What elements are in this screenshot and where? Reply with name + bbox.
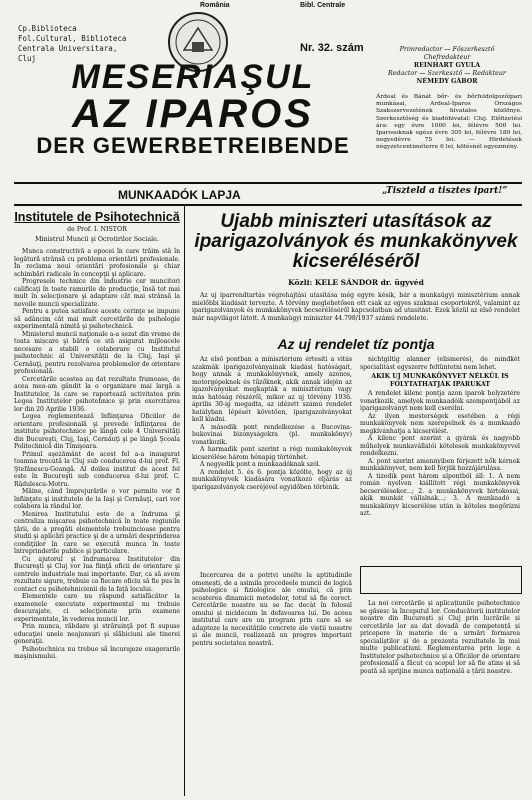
paragraph: Menirea Institutului este de a îndruma şi centraliza mişcarea psihotechnică în toate regiunile ţării, de a pregăti elementele trebuincioase pentru studii şi aplicări practice şi de a urmări desprinderea condiţiilor în care se execută munca în toate întreprinderile publice şi particulare. (14, 510, 180, 555)
paragraph: A tizedik pont három alpontból áll: 1. A nem román nyelven kiállított régi munkakönyvek becserélésekor...; 2. a munkakönyvek birtokosai, akik munkát vállalnak...; 3. A munkaadó a munkakönyv kicserélése után is köteles megőrizni azt. (360, 472, 520, 517)
main-headline: Ujabb miniszteri utasítások az iparigazolványok és munkakönyvek kicserélésérõl (194, 211, 518, 272)
masthead-rule (14, 182, 522, 184)
library-stamp: Cp.Biblioteca Fol.Cultural, Biblioteca Centrala Universitara, Cluj (18, 24, 127, 63)
section-heading: AKIK UJ MUNKAKÖNYVET NÉLKÜL IS FOLYTATHATJÁK IPARUKAT (371, 373, 509, 388)
editor-title-2: Chefredakteur (423, 54, 471, 61)
column-divider (184, 206, 185, 796)
paragraph: Az ilyen mesterségek esetében a régi munkakönyvek nem szerepelnek és a munkaadó megkívánhatja a kicserélést. (360, 412, 520, 435)
editor-name-1: REINHART GYULA (413, 62, 481, 69)
paragraph: Măine, când împrejurările o vor permite vor fi înfiinţate şi institutele de la Iaşi şi Cernăuţi, cari vor colabora la rândul lor. (14, 488, 180, 510)
paragraph: A harmadik pont szerint a régi munkakönyvek kicserélése három hónapig történhet. (192, 446, 352, 461)
left-article-author: de Prof. I. NISTOR (67, 226, 127, 233)
bottom-right-text: La noi cercetările și aplicațiunile psihotechnice se găsesc la începutul lor. Conducătorii institutelor noastre din București și Cluj prin lucrările și cercetările lor au dat dovadă de competență și pricepere în materie de a urmări formarea specialiștilor și de a prezenta rezultatele în mai multe publicațiuni. Reglementarea prin lege a Institutelor psihotechnice și a Oficiilor de orientare profesională a făcut ca scopul lor să fie atins și să poată să sprijine munca națională a țării noastre. (360, 600, 520, 675)
editor-name-2: NÉMEDY GÁBOR (416, 78, 478, 85)
paragraph: A rendelet kilenc pontja azon iparok helyzetére vonatkozik, amelyek munkaadóik szempontjából az iparigazolványt nem kell cserélni. (360, 390, 520, 412)
paragraph: nichtgiltig alanner (elismerés), de mindkét specialitást egyszerre feltüntetni nem lehet. (360, 356, 520, 371)
paragraph: Progresele technice din industrie cer muncitori calificaţi în toate ramurile de producţie, însă tot mai mult în selecţionare şi adaptare căt mai strânsă la nevoile muncii specializate. (14, 278, 180, 308)
paragraph: A. pont szerint amennyiben férjezett nők kérnek munkakönyvet, nem kell férjük hozzájárulása. (360, 457, 520, 472)
paragraph: Az első pontban a minisztérium értesíti a vitás szakmák iparigazolványainak kiadási hatóságait, hogy annak a munkakönyvnek, amely azonos, motorgépeknek és tűzőknek, akik annak idején az igazolványukat megkapták a minisztérium vagy más hatóság részéről, mikor az uj törvény 1936. április 30-ig megadta, az idézett számú rendelet hatályban lépését követően, iparigazolványokat kell kiadni. (192, 356, 352, 423)
paragraph: A második pont rendelkezése a Bucovina-bukovinai bizonyságokra (pl. munkakönyv) vonatkozik. (192, 423, 352, 446)
empty-box (360, 566, 522, 594)
left-article-author-role: Ministrul Muncii şi Ocrotirilor Sociale. (35, 236, 159, 243)
bottom-left-text: Incercarea de a potrivi unelte la aptitudinile omenești, de a asimila procedeele muncii de logică psihologice și fiziologice ale omului, că prin scoaterea dinamicii metodelor, totul să fie corect. Cercetările noastre nu se fac decât în folosul omului și nicidecum în defavoarea lui. De aceea institutul care are un program prin care să se adapteze la necesitățile concrete ale vieții noastre și ale muncii, realizează un progres important pentru societatea noastră. (192, 572, 352, 647)
paragraph: Ministerul muncii naţionale a-a sezat din vreme de toata mișcare şi bătrâ ce stă asigurat mijloacele necesare a stabili o colaborare cu Institutul psihotechnic al Universității de la Cluj, Iași şi Cernăuţi, pentru rezolvarea problemelor de orientare profesională. (14, 330, 180, 375)
editors-block (372, 46, 522, 86)
paragraph: Psihotechnica nu trebue să încurajeze exagerarile maşinismului. (14, 645, 180, 660)
paragraph: Prin munca, răbdare şi străruinţă pot fi supuse educaţiei unele neajunsuri şi slăbiciuni ale tinerei generaţii. (14, 623, 180, 645)
main-subhead: Az uj rendelet tíz pontja (277, 336, 435, 352)
paragraph: Cercetările acestea au dat rezultate frumoase, de acea mea-am gândit la o organizare mai largă a Institutelor, la care se raportează activitatea prin Legea Institutelor psihotehnice şi prin exercitarea lor din 20 Aprilie 1936. (14, 375, 180, 413)
motto: „Tiszteld a tisztes ipart!” (382, 186, 508, 196)
left-article-title: Institutele de Psihotechnică (14, 210, 180, 224)
country-label: România (200, 2, 230, 9)
paragraph: Legea reglementează înfiinţarea Oficiilor de orientare profesională şi prevede înfiinţarea de institute psihotechnice pe lângă cele 4 Universităţi din Bucureşti, Cluj, Iaşi, Cernăuţi şi pe lângă Şcoala Politechnică din Timişoara. (14, 413, 180, 450)
paragraph: A rendelet 5. és 6. pontja közölte, hogy az új munkakönyvek kiadására vonatkozó eljárás az iparigazolványok cseréjével egyidőben történik. (192, 468, 352, 491)
masthead-german: DER GEWERBETREIBENDE (36, 133, 350, 158)
paragraph: Primul aşezământ de acest fel a-a inaugurat toamna trecută la Cluj sub conducerea d-lui prof. Fl. Ştefănescu-Goangă. Al doilea institut de acest fel este în Bucureşti sub conducerea d-lui prof. C. Rădulescu-Motru. (14, 450, 180, 488)
library-label: Bibl. Centrale (300, 2, 346, 9)
issue-number: Nr. 32. szám (300, 42, 364, 54)
masthead (28, 60, 358, 158)
masthead-romanian: MESERIAŞUL (71, 58, 315, 96)
publication-info: Árdeal és Bánát bőr- és bőrfeldolgozóipari munkásai, Ardeal-Iparos Országos Szakszervezetének hivatalos közlönye. Szerkesztőség és kiadóhivatal: Cluj. Előfizetési ára: egy évre 1000 lei, félévre 500 lei. Iparosoknak egész évre 305 lei, félévre 180 lei, negyedévre 75 lei. — Hirdetések négyzetcentiméterre 6 lei, kötésnél egyezmény. (376, 94, 522, 151)
header-bottom-rule (14, 204, 522, 206)
paragraph: Pentru a putea satisface aceste cerinţe se impune să adâncim căt mai mult cercetările de psihologie experimentală nimită şi psihotechnică. (14, 308, 180, 330)
main-column-b (360, 356, 520, 566)
masthead-hungarian: AZ IPAROS (72, 92, 314, 136)
masthead-subtitle: MUNKAADÓK LAPJA (118, 188, 241, 202)
left-article (14, 210, 180, 796)
editor-title-1: Primredactor — Főszerkesztő (399, 46, 495, 53)
paragraph: Elementele care nu răspund satisfăcător la examenele executate experimental nu trebuie descurajate, ci selecţionate prin examene experimentale, în vederea muncii lor. (14, 593, 180, 623)
main-column-a (192, 356, 352, 566)
main-byline: Közli: KELE SÁNDOR dr. ügyvéd (288, 278, 424, 287)
paragraph: Cu ajutorul şi îndrumarea Institutelor din Bucureşti şi Cluj vor lua fiinţă oficii de orientare şi centrele industriale mai importante. Dar, ca să avem rezultate sigure, trebuie ca fiecare oficiu să fie pus în contact cu psihotehnicienii de la faţă locului. (14, 555, 180, 593)
paragraph: A kilenc pont szerint a gyárak és nagyobb műhelyek munkavállalói kötelesek munkakönyvvel rendelkezni. (360, 435, 520, 457)
paragraph: A negyedik pont a munkaadóknak szól. (200, 461, 321, 468)
main-intro: Az uj iparrendtartás végrehajtási utasítása még egyre késik, bár a munkaügyi minisztérium annak mielőbbi kiadását tervezte. A törvény meglehetősen ott csak az egyes szakmai csoportokról, valamint az iparigazolványok és munkakönyvek becseréléséről kapcsolatban ad utasítást. Ezek közül az első rendelet már napvilágot látott. A munkaügyi miniszter 44.798/1937 számú rendelete. (192, 292, 520, 322)
editor-title-3: Redactor — Szerkesztő — Redakteur (388, 70, 506, 77)
paragraph: Munca constructivă a epocei în care trăim stă în legătură strânsă cu problema orientării profesionale. În reclama noui orientări profesionale şi chiar schimbări radicale în concepţii şi aplicare. (14, 248, 180, 278)
